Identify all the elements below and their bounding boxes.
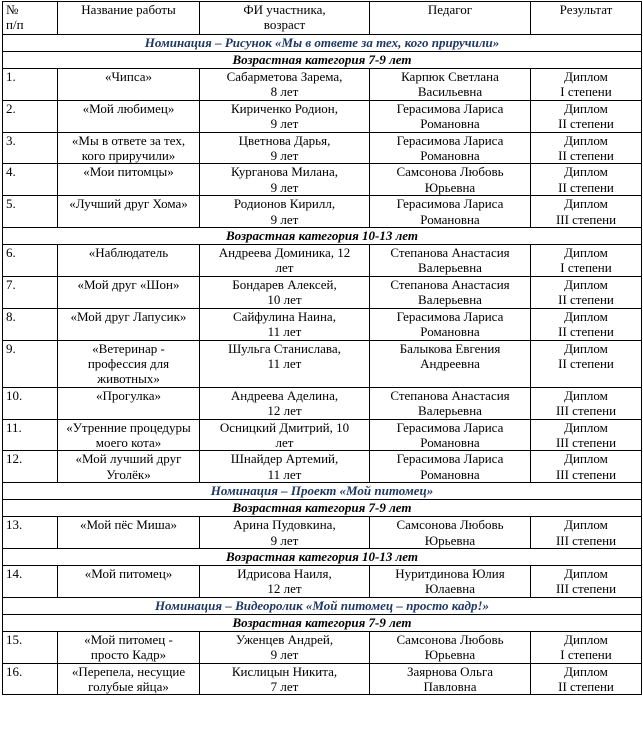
cell-participant: Идрисова Наиля, 12 лет: [200, 565, 370, 597]
cell-work: «Мои питомцы»: [58, 164, 200, 196]
cell-teacher: Герасимова Лариса Романовна: [370, 451, 531, 483]
cell-num: 1.: [3, 69, 58, 101]
table-row: [3, 663, 642, 695]
nomination-row: [3, 35, 642, 52]
cell-work: «Утренние процедуры моего кота»: [58, 419, 200, 451]
cell-work: «Лучший друг Хома»: [58, 196, 200, 228]
header-work: Название работы: [58, 2, 200, 35]
results-table: [2, 1, 642, 695]
cell-num: 13.: [3, 517, 58, 549]
table-row: [3, 340, 642, 387]
cell-result: Диплом I степени: [531, 69, 642, 101]
cell-result: Диплом III степени: [531, 565, 642, 597]
nomination-row: [3, 483, 642, 500]
table-row: [3, 196, 642, 228]
cell-work: «Ветеринар - профессия для животных»: [58, 340, 200, 387]
table-row: [3, 69, 642, 101]
age-category-title: Возрастная категория 10-13 лет: [3, 548, 642, 565]
age-category-title: Возрастная категория 7-9 лет: [3, 500, 642, 517]
cell-work: «Перепела, несущие голубые яйца»: [58, 663, 200, 695]
cell-participant: Андреева Аделина, 12 лет: [200, 387, 370, 419]
cell-teacher: Герасимова Лариса Романовна: [370, 132, 531, 164]
header-participant: ФИ участника, возраст: [200, 2, 370, 35]
cell-work: «Прогулка»: [58, 387, 200, 419]
age-category-title: Возрастная категория 7-9 лет: [3, 52, 642, 69]
table-row: [3, 451, 642, 483]
age-category-title: Возрастная категория 10-13 лет: [3, 228, 642, 245]
cell-result: Диплом I степени: [531, 245, 642, 277]
cell-participant: Сабарметова Зарема, 8 лет: [200, 69, 370, 101]
cell-num: 16.: [3, 663, 58, 695]
cell-work: «Мой питомец»: [58, 565, 200, 597]
table-row: [3, 100, 642, 132]
cell-work: «Мой любимец»: [58, 100, 200, 132]
cell-teacher: Самсонова Любовь Юрьевна: [370, 164, 531, 196]
cell-participant: Цветнова Дарья, 9 лет: [200, 132, 370, 164]
header-result: Результат: [531, 2, 642, 35]
cell-result: Диплом II степени: [531, 100, 642, 132]
cell-num: 5.: [3, 196, 58, 228]
cell-result: Диплом II степени: [531, 132, 642, 164]
cell-num: 15.: [3, 631, 58, 663]
nomination-row: [3, 597, 642, 614]
cell-teacher: Герасимова Лариса Романовна: [370, 196, 531, 228]
cell-num: 8.: [3, 308, 58, 340]
table-row: [3, 419, 642, 451]
age-category-row: [3, 614, 642, 631]
cell-teacher: Герасимова Лариса Романовна: [370, 308, 531, 340]
cell-work: «Мой друг Лапусик»: [58, 308, 200, 340]
cell-teacher: Самсонова Любовь Юрьевна: [370, 631, 531, 663]
cell-teacher: Нуритдинова Юлия Юлаевна: [370, 565, 531, 597]
age-category-row: [3, 500, 642, 517]
cell-result: Диплом I степени: [531, 631, 642, 663]
cell-participant: Курганова Милана, 9 лет: [200, 164, 370, 196]
header-teacher: Педагог: [370, 2, 531, 35]
cell-result: Диплом II степени: [531, 308, 642, 340]
table-row: [3, 132, 642, 164]
cell-num: 4.: [3, 164, 58, 196]
cell-num: 14.: [3, 565, 58, 597]
cell-participant: Бондарев Алексей, 10 лет: [200, 276, 370, 308]
table-row: [3, 245, 642, 277]
cell-num: 7.: [3, 276, 58, 308]
age-category-row: [3, 228, 642, 245]
cell-result: Диплом II степени: [531, 663, 642, 695]
table-row: [3, 565, 642, 597]
table-header-row: [3, 2, 642, 35]
cell-teacher: Герасимова Лариса Романовна: [370, 419, 531, 451]
cell-result: Диплом II степени: [531, 276, 642, 308]
cell-work: «Наблюдатель: [58, 245, 200, 277]
table-row: [3, 276, 642, 308]
cell-teacher: Балыкова Евгения Андреевна: [370, 340, 531, 387]
table-row: [3, 387, 642, 419]
cell-teacher: Карпюк Светлана Васильевна: [370, 69, 531, 101]
cell-result: Диплом III степени: [531, 517, 642, 549]
cell-work: «Мой пёс Миша»: [58, 517, 200, 549]
table-row: [3, 164, 642, 196]
cell-participant: Осницкий Дмитрий, 10 лет: [200, 419, 370, 451]
cell-work: «Мой друг «Шон»: [58, 276, 200, 308]
cell-num: 10.: [3, 387, 58, 419]
cell-result: Диплом III степени: [531, 196, 642, 228]
cell-participant: Арина Пудовкина, 9 лет: [200, 517, 370, 549]
age-category-row: [3, 548, 642, 565]
cell-result: Диплом III степени: [531, 451, 642, 483]
cell-num: 2.: [3, 100, 58, 132]
cell-teacher: Заярнова Ольга Павловна: [370, 663, 531, 695]
age-category-title: Возрастная категория 7-9 лет: [3, 614, 642, 631]
table-body: [3, 35, 642, 695]
nomination-title: Номинация – Проект «Мой питомец»: [3, 483, 642, 500]
cell-teacher: Герасимова Лариса Романовна: [370, 100, 531, 132]
cell-work: «Мой питомец - просто Кадр»: [58, 631, 200, 663]
nomination-title: Номинация – Рисунок «Мы в ответе за тех, кого приручили»: [3, 35, 642, 52]
cell-participant: Кириченко Родион, 9 лет: [200, 100, 370, 132]
cell-participant: Андреева Доминика, 12 лет: [200, 245, 370, 277]
cell-participant: Уженцев Андрей, 9 лет: [200, 631, 370, 663]
cell-teacher: Степанова Анастасия Валерьевна: [370, 387, 531, 419]
cell-result: Диплом III степени: [531, 419, 642, 451]
cell-num: 12.: [3, 451, 58, 483]
cell-participant: Сайфулина Наина, 11 лет: [200, 308, 370, 340]
cell-work: «Мой лучший друг Уголёк»: [58, 451, 200, 483]
cell-participant: Шульга Станислава, 11 лет: [200, 340, 370, 387]
cell-teacher: Степанова Анастасия Валерьевна: [370, 245, 531, 277]
cell-participant: Кислицын Никита, 7 лет: [200, 663, 370, 695]
header-num: № п/п: [3, 2, 58, 35]
cell-result: Диплом II степени: [531, 164, 642, 196]
cell-num: 3.: [3, 132, 58, 164]
cell-work: «Мы в ответе за тех, кого приручили»: [58, 132, 200, 164]
cell-result: Диплом II степени: [531, 340, 642, 387]
nomination-title: Номинация – Видеоролик «Мой питомец – просто кадр!»: [3, 597, 642, 614]
table-row: [3, 631, 642, 663]
cell-teacher: Степанова Анастасия Валерьевна: [370, 276, 531, 308]
cell-participant: Родионов Кирилл, 9 лет: [200, 196, 370, 228]
age-category-row: [3, 52, 642, 69]
cell-num: 9.: [3, 340, 58, 387]
table-row: [3, 308, 642, 340]
cell-num: 6.: [3, 245, 58, 277]
cell-result: Диплом III степени: [531, 387, 642, 419]
cell-work: «Чипса»: [58, 69, 200, 101]
cell-teacher: Самсонова Любовь Юрьевна: [370, 517, 531, 549]
cell-num: 11.: [3, 419, 58, 451]
table-row: [3, 517, 642, 549]
cell-participant: Шнайдер Артемий, 11 лет: [200, 451, 370, 483]
